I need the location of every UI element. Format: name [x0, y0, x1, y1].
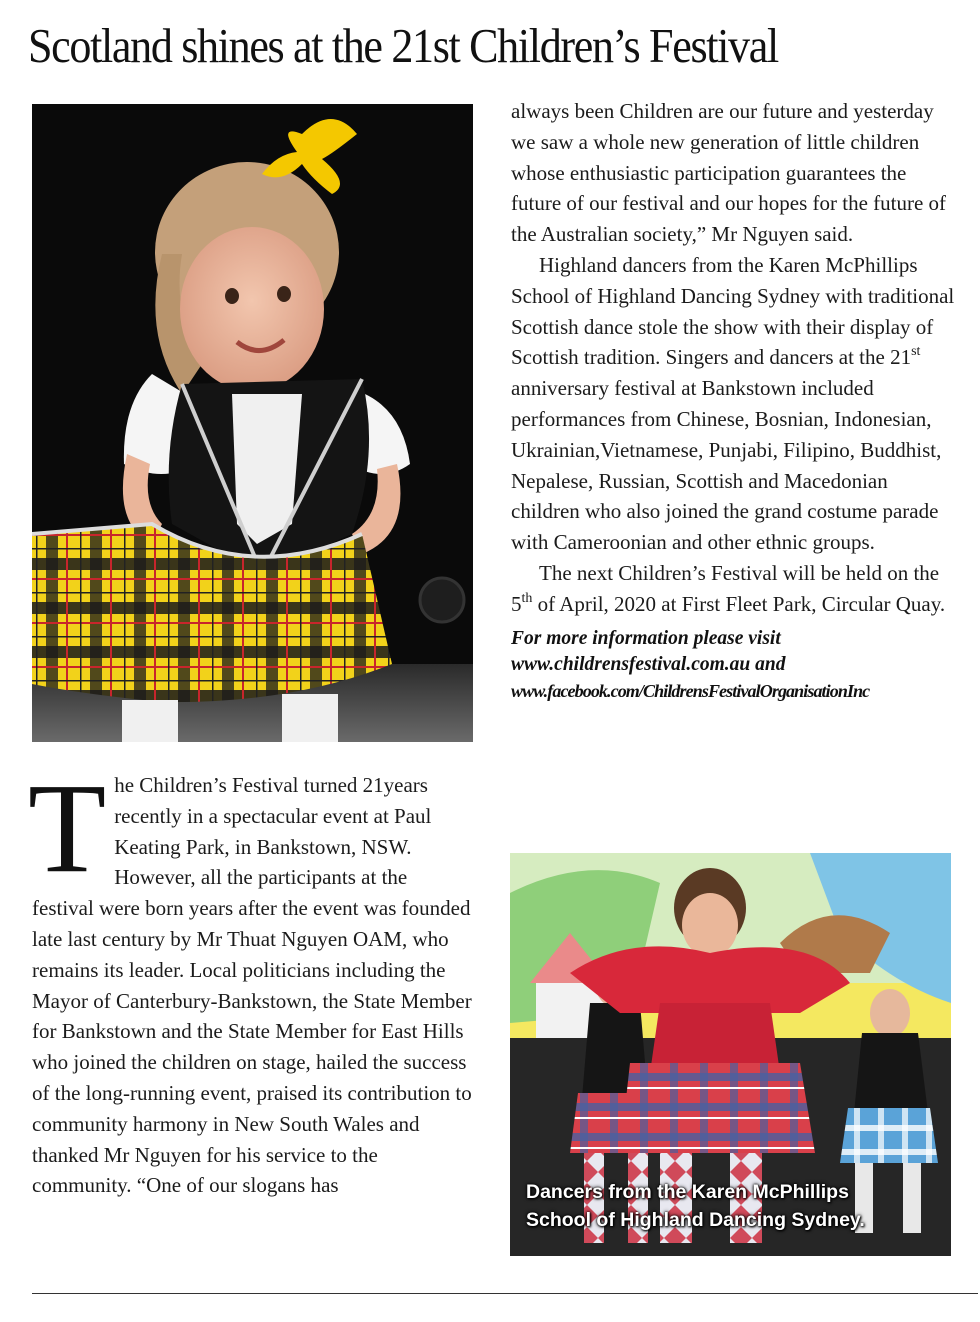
paragraph-3-text-b: of April, 2020 at First Fleet Park, Circular Quay.	[532, 591, 946, 616]
caption-line-1: Dancers from the Karen McPhillips	[526, 1181, 849, 1203]
page-bottom-rule	[32, 1293, 978, 1294]
drop-cap: T	[28, 757, 107, 899]
caption-line-2: School of Highland Dancing Sydney.	[526, 1209, 865, 1231]
photo-main	[32, 104, 473, 742]
website-link[interactable]: www.childrensfestival.com.au and	[511, 653, 786, 675]
article-paragraph-1: he Children’s Festival turned 21years recently in a spectacular event at Paul Keating Park, in Bankstown, NSW. However, all the participants at the festival were born years after the event was founded late last century by Mr Thuat Nguyen OAM, who remains its leader. Local politicians including the Mayor of Canterbury-Bankstown, the State Member for Bankstown and the State Member for East Hills who joined the children on stage, hailed the success of the long-running event, praised its contribution to community harmony in New South Wales and thanked Mr Nguyen for his service to the community. “One of our slogans has	[32, 773, 472, 1198]
paragraph-2-text-a: Highland dancers from the Karen McPhillips School of Highland Dancing Sydney with traditional Scottish dance stole the show with their display of Scottish tradition. Singers and dancers at the 21	[511, 252, 955, 370]
article-paragraph-3	[511, 558, 956, 620]
article-paragraph-2	[511, 250, 956, 558]
article-left-column	[28, 757, 474, 1201]
paragraph-2-text-b: anniversary festival at Bankstown included performances from Chinese, Bosnian, Indonesian, Ukrainian,Vietnamese, Punjabi, Filipino, Buddhist, Nepalese, Russian, Scottish and Macedonian children who also joined the grand costume parade with Cameroonian and other ethnic groups.	[511, 376, 942, 555]
paragraph-3-text-a: The next Children’s Festival will be held on the 5	[511, 560, 940, 616]
facebook-link[interactable]: www.facebook.com/ChildrensFestivalOrganisationInc	[511, 680, 870, 701]
more-info-block	[511, 626, 956, 704]
photo-secondary	[510, 853, 951, 1256]
article-right-column	[511, 96, 956, 704]
more-info-label: For more information please visit	[511, 627, 781, 649]
photo-caption	[526, 1178, 946, 1234]
article-paragraph-1-continued: always been Children are our future and yesterday we saw a whole new generation of little children whose enthusiastic participation guarantees the future of our festival and our hopes for the future of the Australian society,” Mr Nguyen said.	[511, 99, 947, 247]
ordinal-suffix: st	[911, 344, 921, 360]
toddler-dancer-photo	[32, 104, 473, 742]
page-title: Scotland shines at the 21st Children’s Festival	[28, 18, 778, 73]
ordinal-suffix: th	[521, 590, 533, 606]
